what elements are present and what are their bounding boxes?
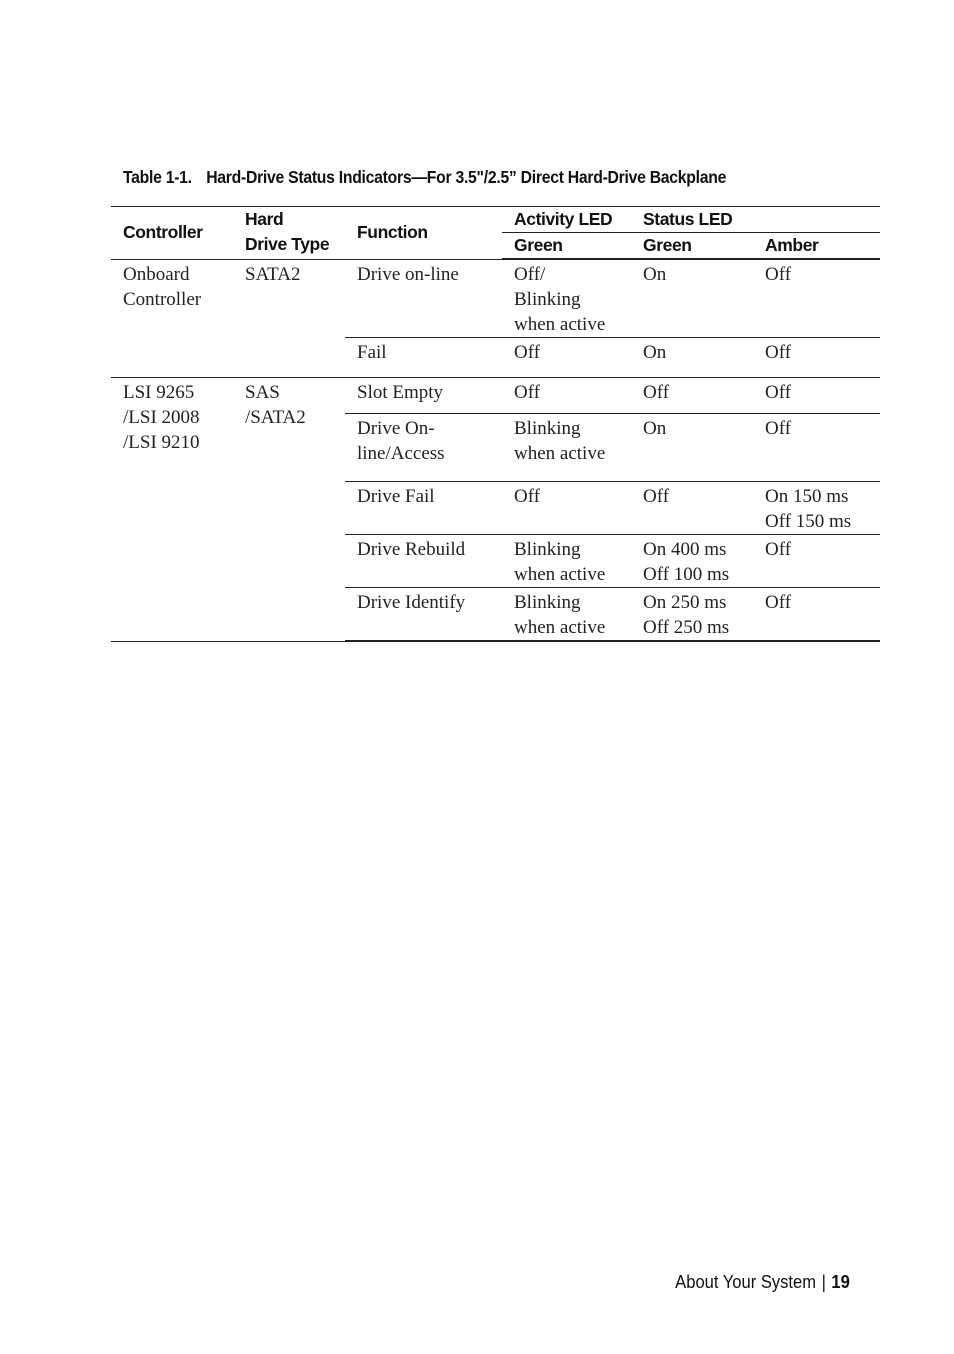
status-green-cell: On (631, 414, 753, 482)
status-indicator-table (111, 206, 880, 641)
table-caption (123, 167, 726, 188)
status-amber-cell: On 150 ms Off 150 ms (753, 482, 880, 535)
status-green-cell: On (631, 338, 753, 378)
table-row (111, 378, 880, 414)
footer-section-title: About Your System (675, 1272, 817, 1292)
status-green-cell: On 250 ms Off 250 ms (631, 588, 753, 641)
table-row (111, 260, 880, 338)
status-indicator-table-wrapper (111, 206, 880, 642)
table-number: Table 1-1. (123, 167, 192, 187)
activity-green-cell: Off/ Blinking when active (514, 264, 606, 335)
function-cell: Drive Fail (345, 482, 502, 535)
header-activity-green: Green (502, 233, 631, 259)
controller-cell: Onboard Controller (123, 264, 202, 310)
function-cell: Slot Empty (345, 378, 502, 414)
function-cell: Drive On- line/Access (345, 414, 502, 482)
drive-type-cell: SAS /SATA2 (233, 378, 345, 641)
status-green-cell: On (643, 264, 667, 285)
function-cell: Fail (345, 338, 502, 378)
page-footer (675, 1272, 850, 1293)
function-cell: Drive on-line (357, 264, 459, 285)
status-amber-cell: Off (753, 535, 880, 588)
header-drive-type: Hard Drive Type (233, 207, 345, 259)
activity-green-cell: Blinking when active (502, 414, 631, 482)
status-green-cell: Off (631, 378, 753, 414)
function-cell: Drive Rebuild (345, 535, 502, 588)
controller-cell: LSI 9265 /LSI 2008 /LSI 9210 (111, 378, 233, 641)
drive-type-cell: SATA2 (245, 264, 301, 285)
header-status-green: Green (631, 233, 753, 259)
header-controller: Controller (111, 207, 233, 259)
status-amber-cell: Off (753, 338, 880, 378)
status-green-cell: On 400 ms Off 100 ms (631, 535, 753, 588)
activity-green-cell: Blinking when active (502, 588, 631, 641)
header-status-amber: Amber (753, 233, 880, 259)
table-title: Hard-Drive Status Indicators—For 3.5"/2.5” Direct Hard-Drive Backplane (206, 167, 727, 187)
footer-separator: | (821, 1272, 827, 1292)
status-amber-cell: Off (765, 264, 792, 285)
table-body (111, 260, 880, 641)
status-green-cell: Off (631, 482, 753, 535)
status-amber-cell: Off (753, 414, 880, 482)
header-function: Function (345, 207, 502, 259)
status-amber-cell: Off (753, 588, 880, 641)
header-activity-led: Activity LED (502, 207, 631, 233)
function-cell: Drive Identify (345, 588, 502, 641)
status-amber-cell: Off (753, 378, 880, 414)
header-status-led: Status LED (631, 207, 880, 233)
activity-green-cell: Off (502, 482, 631, 535)
activity-green-cell: Off (502, 378, 631, 414)
page-number: 19 (831, 1272, 850, 1292)
table-bottom-rule (111, 641, 880, 642)
activity-green-cell: Blinking when active (502, 535, 631, 588)
activity-green-cell: Off (502, 338, 631, 378)
